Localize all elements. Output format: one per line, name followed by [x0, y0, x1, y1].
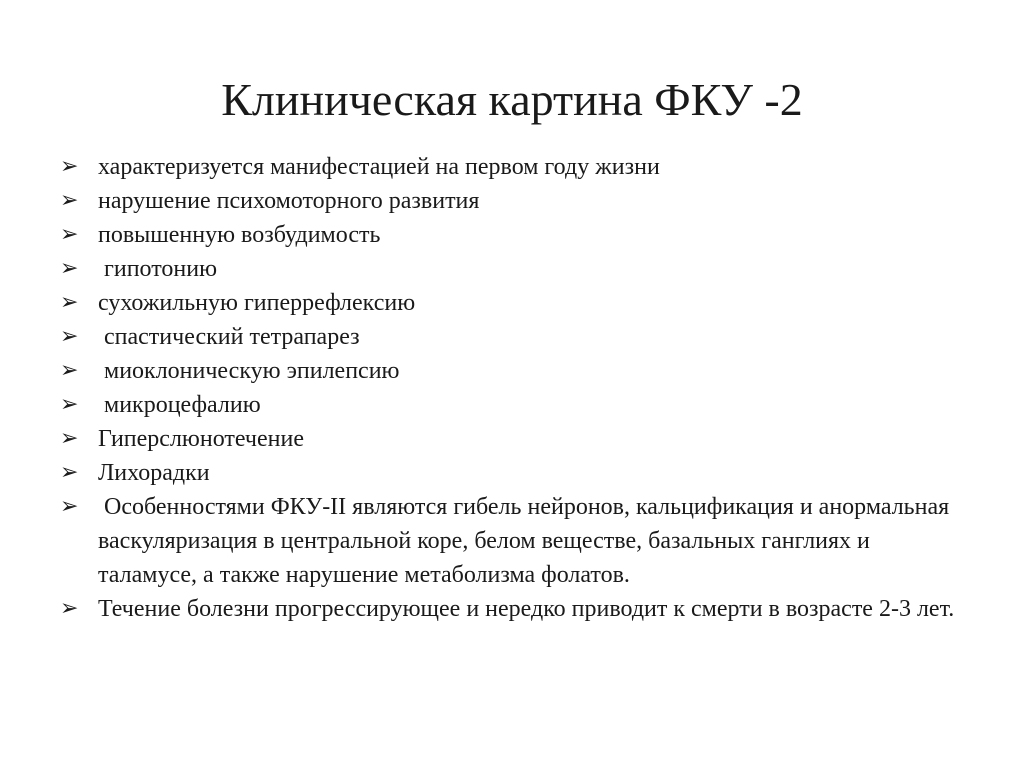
bullet-item — [60, 218, 960, 252]
bullet-text: Гиперслюнотечение — [98, 426, 304, 452]
bullet-text: Особенностями ФКУ-II являются гибель нейронов, кальцификация и анормальная васкуляризация в центральной коре, белом веществе, базальных ганглиях и таламусе, а также нарушение метаболизма фолатов. — [98, 494, 956, 588]
bullet-item — [60, 150, 960, 184]
slide-title: Клиническая картина ФКУ -2 — [221, 74, 803, 125]
bullet-text: характеризуется манифестацией на первом году жизни — [98, 154, 660, 180]
arrow-bullet-icon: ➢ — [60, 256, 79, 281]
arrow-bullet-icon: ➢ — [60, 596, 79, 621]
bullet-item — [60, 354, 960, 388]
bullet-text: миоклоническую эпилепсию — [98, 358, 400, 384]
bullet-text: спастический тетрапарез — [98, 324, 360, 350]
bullet-text: Лихорадки — [98, 460, 210, 486]
arrow-bullet-icon: ➢ — [60, 290, 79, 315]
arrow-bullet-icon: ➢ — [60, 358, 79, 383]
bullet-list — [60, 150, 960, 626]
arrow-bullet-icon: ➢ — [60, 324, 79, 349]
bullet-item — [60, 490, 960, 592]
bullet-item — [60, 422, 960, 456]
bullet-item — [60, 184, 960, 218]
bullet-text: гипотонию — [98, 256, 218, 282]
bullet-item — [60, 456, 960, 490]
bullet-text: микроцефалию — [98, 392, 261, 418]
arrow-bullet-icon: ➢ — [60, 494, 79, 519]
arrow-bullet-icon: ➢ — [60, 426, 79, 451]
arrow-bullet-icon: ➢ — [60, 188, 79, 213]
arrow-bullet-icon: ➢ — [60, 154, 79, 179]
arrow-bullet-icon: ➢ — [60, 392, 79, 417]
bullet-text: сухожильную гиперрефлексию — [98, 290, 416, 316]
bullet-item — [60, 592, 960, 626]
bullet-text: повышенную возбудимость — [98, 222, 381, 248]
arrow-bullet-icon: ➢ — [60, 460, 79, 485]
bullet-item — [60, 388, 960, 422]
arrow-bullet-icon: ➢ — [60, 222, 79, 247]
bullet-item — [60, 320, 960, 354]
bullet-text: Течение болезни прогрессирующее и нередко приводит к смерти в возрасте 2-3 лет. — [98, 596, 955, 622]
bullet-item — [60, 252, 960, 286]
bullet-text: нарушение психомоторного развития — [98, 188, 480, 214]
bullet-item — [60, 286, 960, 320]
